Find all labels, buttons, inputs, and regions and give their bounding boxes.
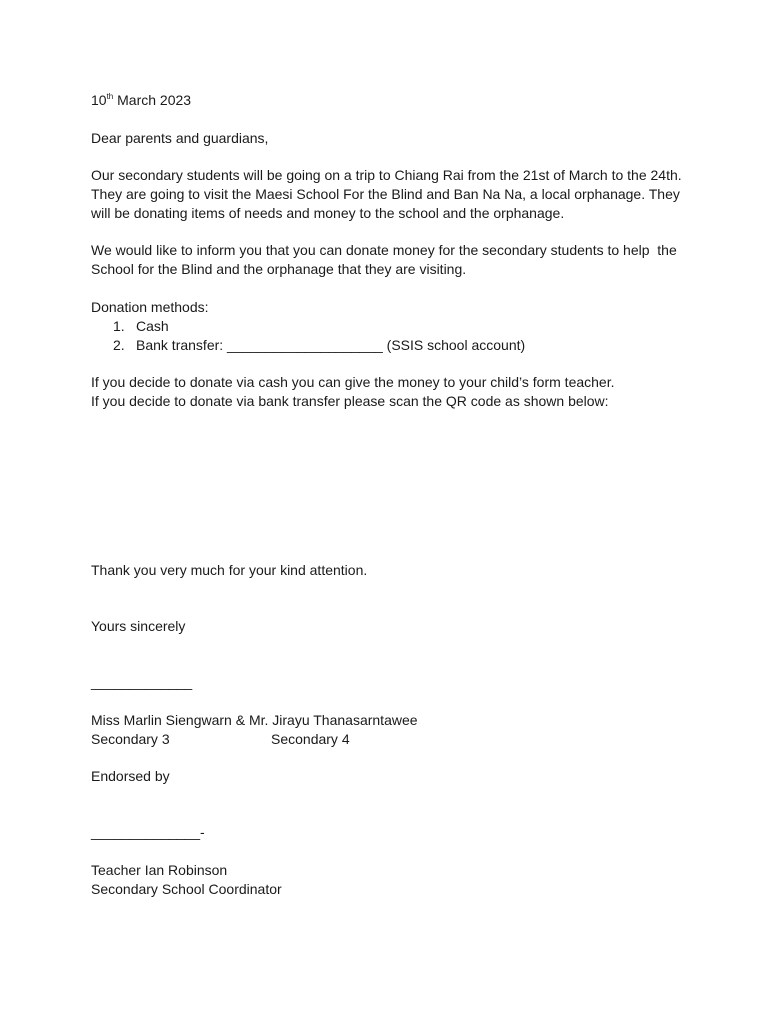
salutation: Dear parents and guardians, (91, 130, 269, 146)
paragraph1-line2: They are going to visit the Maesi School For the Blind and Ban Na Na, a local orphanage. They (91, 186, 680, 202)
donation-heading: Donation methods: (91, 299, 209, 315)
list-item-cash: Cash (136, 318, 169, 334)
signature-line: _____________ (91, 674, 193, 690)
paragraph3-line2: If you decide to donate via bank transfer please scan the QR code as shown below: (91, 393, 609, 409)
date-day: 10 (91, 92, 107, 108)
endorser-name: Teacher Ian Robinson (91, 862, 228, 878)
paragraph1-line3: will be donating items of needs and money to the school and the orphanage. (91, 205, 565, 221)
paragraph3-line1: If you decide to donate via cash you can give the money to your child’s form teacher. (91, 374, 615, 390)
thanks-line: Thank you very much for your kind attention. (91, 562, 368, 578)
signatories: Miss Marlin Siengwarn & Mr. Jirayu Thanasarntawee (91, 712, 418, 728)
endorser-signature-line: ______________- (91, 824, 205, 840)
letter-date (91, 91, 191, 110)
list-item-bank-transfer: Bank transfer: ____________________ (SSIS school account) (136, 337, 526, 353)
list-item-number: 2. (113, 337, 125, 353)
endorsed-by: Endorsed by (91, 768, 170, 784)
date-rest: March 2023 (113, 92, 192, 108)
signatory-role-left: Secondary 3 (91, 731, 170, 747)
date-suffix: th (106, 92, 114, 101)
list-item-number: 1. (113, 318, 125, 334)
paragraph2-line1: We would like to inform you that you can donate money for the secondary students to help the (91, 242, 677, 258)
paragraph1-line1: Our secondary students will be going on a trip to Chiang Rai from the 21st of March to the 24th. (91, 167, 682, 183)
signatory-role-right: Secondary 4 (271, 731, 350, 747)
closing: Yours sincerely (91, 618, 186, 634)
endorser-title: Secondary School Coordinator (91, 881, 282, 897)
paragraph2-line2: School for the Blind and the orphanage that they are visiting. (91, 261, 467, 277)
